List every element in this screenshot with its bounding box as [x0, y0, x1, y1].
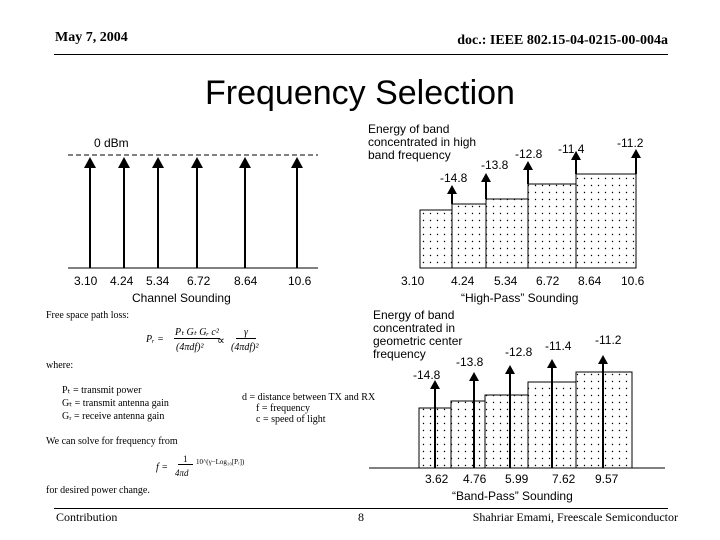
- high-pass-value: -13.8: [481, 158, 509, 172]
- definition-line: d = distance between TX and RX: [242, 392, 376, 403]
- band-pass-value: -11.4: [545, 339, 572, 353]
- note-line: frequency: [373, 347, 426, 361]
- arrowhead: [469, 372, 479, 381]
- channel-tick-label: 5.34: [146, 274, 170, 288]
- header-date: May 7, 2004: [55, 30, 128, 45]
- footer-contribution: Contribution: [56, 510, 118, 524]
- high-pass-caption: “High-Pass” Sounding: [461, 291, 579, 305]
- band-pass-note: [373, 309, 462, 361]
- path-loss-lhs: Pᵣ =: [146, 334, 164, 345]
- band-pass-value: -11.2: [595, 333, 622, 347]
- band-pass-bars: [419, 372, 632, 468]
- band-pass-bar: [485, 395, 528, 468]
- note-line: concentrated in high: [368, 135, 477, 149]
- band-pass-value: -13.8: [456, 355, 484, 369]
- high-pass-tick-label: 3.10: [401, 274, 425, 288]
- band-pass-tick-label: 9.57: [595, 472, 619, 486]
- note-line: band frequency: [368, 148, 451, 162]
- band-pass-tick-label: 5.99: [505, 472, 529, 486]
- footer-author: Shahriar Emami, Freescale Semiconductor: [472, 510, 678, 524]
- definitions-left: [62, 384, 169, 423]
- definition-line: c = speed of light: [256, 414, 326, 425]
- arrowhead: [598, 355, 608, 364]
- where-label: where:: [46, 360, 74, 371]
- arrowhead: [547, 359, 557, 368]
- band-pass-tick-label: 3.62: [425, 472, 449, 486]
- page-number: 8: [358, 510, 364, 524]
- high-pass-value: -12.8: [515, 147, 543, 161]
- band-pass-value: -12.8: [505, 345, 533, 359]
- path-loss-denominator: (4πdf)²: [176, 342, 204, 353]
- definition-line: f = frequency: [256, 403, 310, 414]
- note-line: Energy of band: [373, 308, 455, 322]
- channel-tick-label: 10.6: [288, 274, 312, 288]
- path-loss-numerator-2: γ: [236, 327, 256, 339]
- high-pass-tick-label: 6.72: [536, 274, 560, 288]
- channel-tick-label: 8.64: [234, 274, 258, 288]
- high-pass-tick-label: 4.24: [451, 274, 475, 288]
- high-pass-tick-label: 8.64: [578, 274, 602, 288]
- path-loss-denominator-2: (4πdf)²: [231, 342, 259, 353]
- frequency-denominator: 4πd: [175, 468, 189, 478]
- band-pass-value: -14.8: [413, 368, 441, 382]
- band-pass-bar: [451, 401, 485, 468]
- high-pass-value: -11.2: [617, 136, 644, 150]
- proportional-symbol: ∝: [217, 335, 225, 347]
- channel-tick-label: 6.72: [187, 274, 211, 288]
- band-pass-tick-label: 7.62: [552, 472, 576, 486]
- arrowhead: [505, 365, 515, 374]
- note-line: geometric center: [373, 334, 463, 348]
- band-pass-tick-label: 4.76: [463, 472, 487, 486]
- definition-line: Gᵣ = receive antenna gain: [62, 411, 165, 422]
- note-line: concentrated in: [373, 321, 456, 335]
- footer-rule: [54, 508, 668, 509]
- channel-tick-label: 4.24: [110, 274, 134, 288]
- channel-tick-label: 3.10: [74, 274, 98, 288]
- high-pass-tick-label: 5.34: [494, 274, 518, 288]
- frequency-lhs: f =: [156, 462, 169, 473]
- path-loss-heading: Free space path loss:: [46, 310, 130, 321]
- frequency-numerator: 1: [178, 454, 193, 465]
- definition-line: Gₜ = transmit antenna gain: [62, 398, 169, 409]
- header-doc-id: doc.: IEEE 802.15-04-0215-00-004a: [457, 33, 668, 48]
- definition-line: Pₜ = transmit power: [62, 385, 142, 396]
- solve-text: We can solve for frequency from: [46, 436, 178, 447]
- path-loss-numerator: Pₜ Gₜ Gᵣ c²: [175, 327, 219, 338]
- frequency-exponent: 10^(γ−Log₁₀[Pᵣ]): [196, 458, 245, 466]
- note-line: Energy of band: [368, 122, 450, 136]
- high-pass-value: -11.4: [558, 142, 585, 156]
- zero-dbm-label: 0 dBm: [94, 136, 129, 150]
- band-pass-caption: “Band-Pass” Sounding: [452, 489, 573, 503]
- power-change-text: for desired power change.: [46, 485, 150, 496]
- slide-title: Frequency Selection: [205, 74, 515, 112]
- definitions-right: [242, 392, 375, 425]
- channel-sounding-caption: Channel Sounding: [132, 291, 231, 305]
- high-pass-value: -14.8: [440, 171, 468, 185]
- high-pass-tick-label: 10.6: [621, 274, 645, 288]
